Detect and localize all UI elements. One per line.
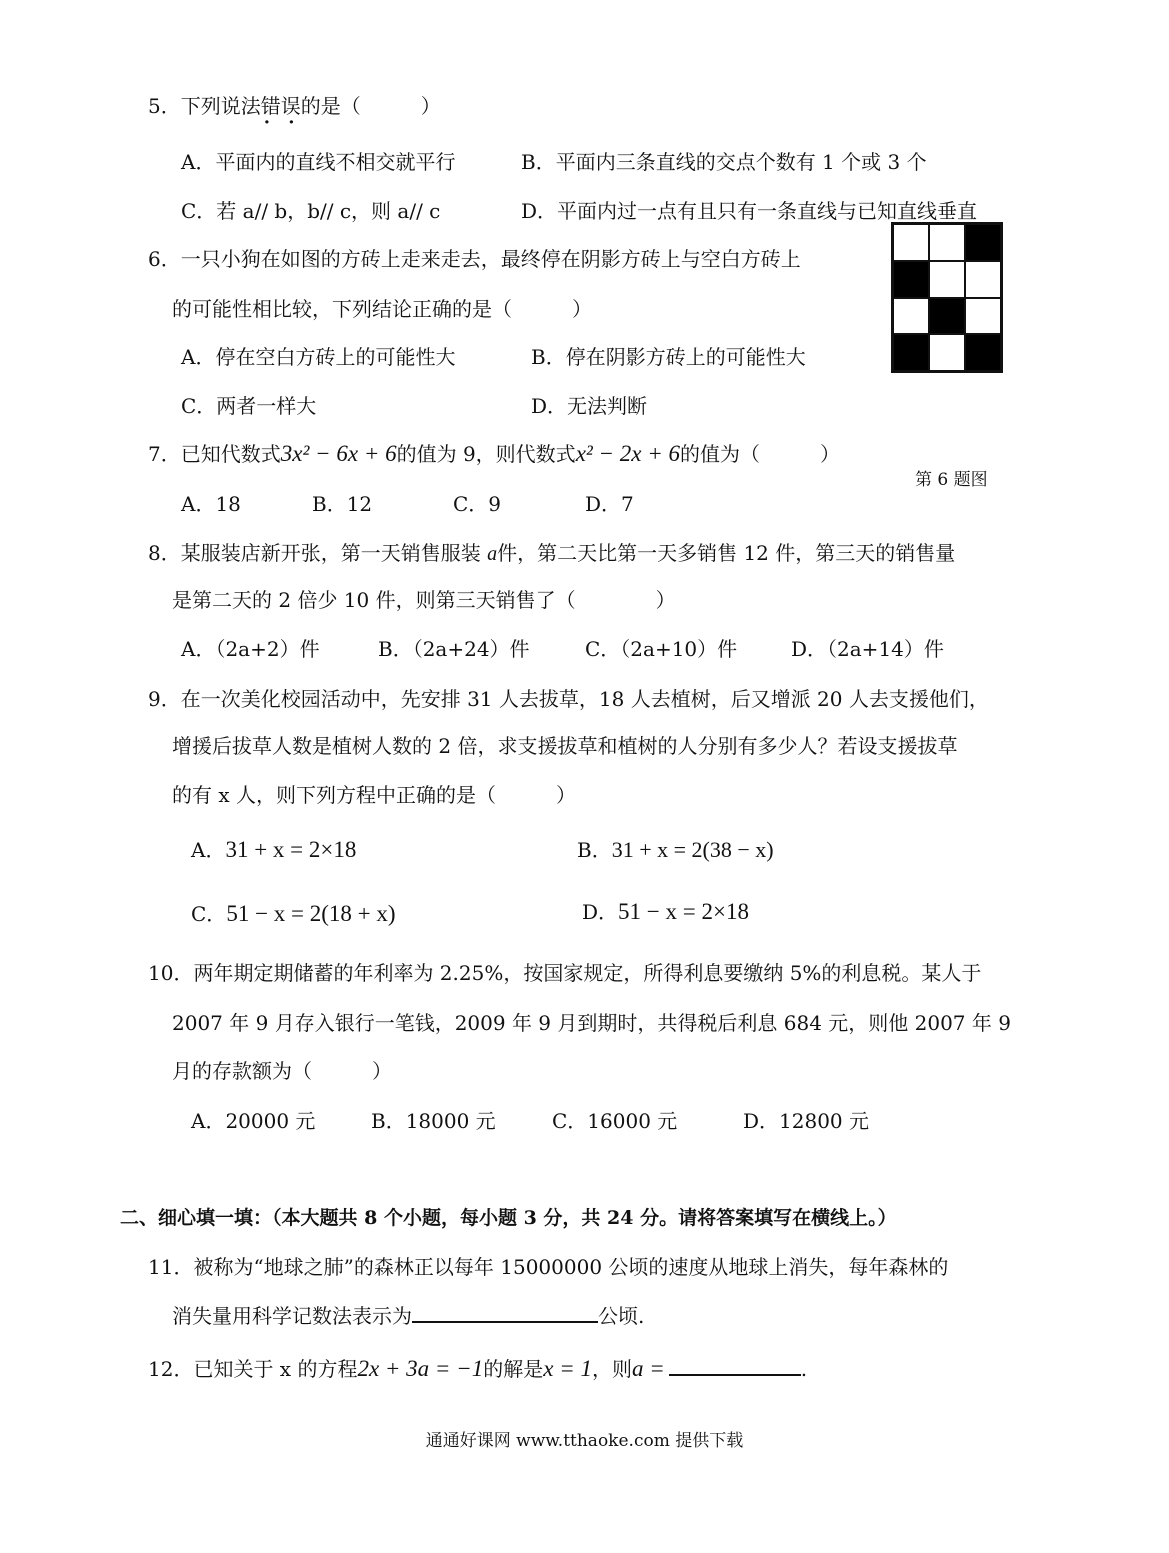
q9-option-c: C．51 − x = 2(18 + x) [191, 901, 396, 926]
q11-answer-blank[interactable] [412, 1301, 598, 1323]
q6-option-b: B．停在阴影方砖上的可能性大 [531, 345, 806, 369]
q7-expression-2: x² − 2x + 6 [575, 441, 681, 466]
q6-option-a: A．停在空白方砖上的可能性大 [181, 345, 456, 369]
page-footer: 通通好课网 www.tthaoke.com 提供下载 [425, 1431, 744, 1451]
q12-solution: x = 1 [543, 1356, 592, 1381]
q8-option-c: C．（2a+10）件 [585, 637, 738, 661]
q9-stem-line3: 的有 x 人，则下列方程中正确的是（ ） [172, 783, 576, 807]
q6-figure-caption: 第 6 题图 [915, 470, 988, 490]
shaded-tile [965, 224, 1001, 261]
q7-option-d: D．7 [585, 492, 634, 516]
q9-option-d: D．51 − x = 2×18 [582, 899, 749, 924]
q6-option-c: C．两者一样大 [181, 394, 317, 418]
q5-option-d: D．平面内过一点有且只有一条直线与已知直线垂直 [521, 199, 978, 223]
q9-equation-b: 31 + x = 2(38 − x) [611, 837, 774, 862]
q9-option-b: B．31 + x = 2(38 − x) [577, 837, 774, 862]
q12-stem: 12．已知关于 x 的方程2x + 3a = −1的解是x = 1，则a = . [148, 1356, 808, 1381]
shaded-tile [965, 334, 1001, 371]
q7-expression-1: 3x² − 6x + 6 [280, 441, 397, 466]
blank-tile [893, 224, 929, 261]
q6-option-d: D．无法判断 [531, 394, 648, 418]
q10-option-a: A．20000 元 [191, 1109, 316, 1133]
q8-option-d: D．（2a+14）件 [791, 637, 944, 661]
q9-equation-d: 51 − x = 2×18 [618, 899, 749, 924]
q10-stem-line1: 10．两年期定期储蓄的年利率为 2.25%，按国家规定，所得利息要缴纳 5%的利息税。某人于 [148, 961, 982, 985]
q9-stem-line2: 增援后拔草人数是植树人数的 2 倍，求支援拔草和植树的人分别有多少人？若设支援拔草 [172, 734, 958, 758]
blank-tile [929, 224, 965, 261]
q7-stem: 7．已知代数式3x² − 6x + 6的值为 9，则代数式x² − 2x + 6的值为（ ） [148, 441, 841, 466]
q6-stem-line2: 的可能性相比较，下列结论正确的是（ ） [172, 297, 592, 321]
blank-tile [965, 298, 1001, 335]
blank-tile [929, 334, 965, 371]
q8-option-b: B．（2a+24）件 [378, 637, 530, 661]
blank-tile [929, 261, 965, 298]
q8-stem-line2: 是第二天的 2 倍少 10 件，则第三天销售了（ ） [172, 588, 676, 612]
q5-option-b: B．平面内三条直线的交点个数有 1 个或 3 个 [521, 150, 927, 174]
q11-stem-line2: 消失量用科学记数法表示为 公顷. [172, 1301, 644, 1330]
q8-stem-line1: 8．某服装店新开张，第一天销售服装 a件，第二天比第一天多销售 12 件，第三天的销售量 [148, 541, 956, 565]
q7-option-b: B．12 [312, 492, 373, 516]
q7-option-c: C．9 [453, 492, 502, 516]
shaded-tile [929, 298, 965, 335]
shaded-tile [893, 261, 929, 298]
q11-stem-line1: 11．被称为“地球之肺”的森林正以每年 15000000 公顷的速度从地球上消失，每年森林的 [148, 1255, 949, 1279]
q7-option-a: A．18 [181, 492, 241, 516]
q6-tile-figure [891, 222, 1003, 373]
q12-equation: 2x + 3a = −1 [357, 1356, 484, 1381]
q5-option-a: A．平面内的直线不相交就平行 [181, 150, 456, 174]
q10-option-d: D．12800 元 [743, 1109, 870, 1133]
q10-option-c: C．16000 元 [552, 1109, 678, 1133]
q9-equation-c: 51 − x = 2(18 + x) [226, 901, 396, 926]
q5-stem: 5．下列说法错误 · ·的是（ ） [148, 92, 441, 120]
q10-stem-line3: 月的存款额为（ ） [172, 1059, 392, 1083]
blank-tile [893, 298, 929, 335]
blank-tile [965, 261, 1001, 298]
q10-option-b: B．18000 元 [371, 1109, 496, 1133]
q5-option-c: C．若 a// b，b// c，则 a// c [181, 199, 441, 223]
q12-answer-blank[interactable] [669, 1354, 801, 1376]
q9-equation-a: 31 + x = 2×18 [225, 837, 357, 862]
q5-emphasis: 错误 · · [261, 92, 301, 120]
q9-option-a: A．31 + x = 2×18 [191, 837, 357, 862]
section-2-heading: 二、细心填一填：（本大题共 8 个小题，每小题 3 分，共 24 分。请将答案填写在横线上。） [120, 1207, 897, 1229]
q9-stem-line1: 9．在一次美化校园活动中，先安排 31 人去拔草，18 人去植树，后又增派 20 人去支援他们， [148, 687, 989, 711]
shaded-tile [893, 334, 929, 371]
q6-stem-line1: 6．一只小狗在如图的方砖上走来走去，最终停在阴影方砖上与空白方砖上 [148, 247, 801, 271]
q8-option-a: A．（2a+2）件 [181, 637, 320, 661]
q10-stem-line2: 2007 年 9 月存入银行一笔钱，2009 年 9 月到期时，共得税后利息 684 元，则他 2007 年 9 [172, 1011, 1011, 1035]
